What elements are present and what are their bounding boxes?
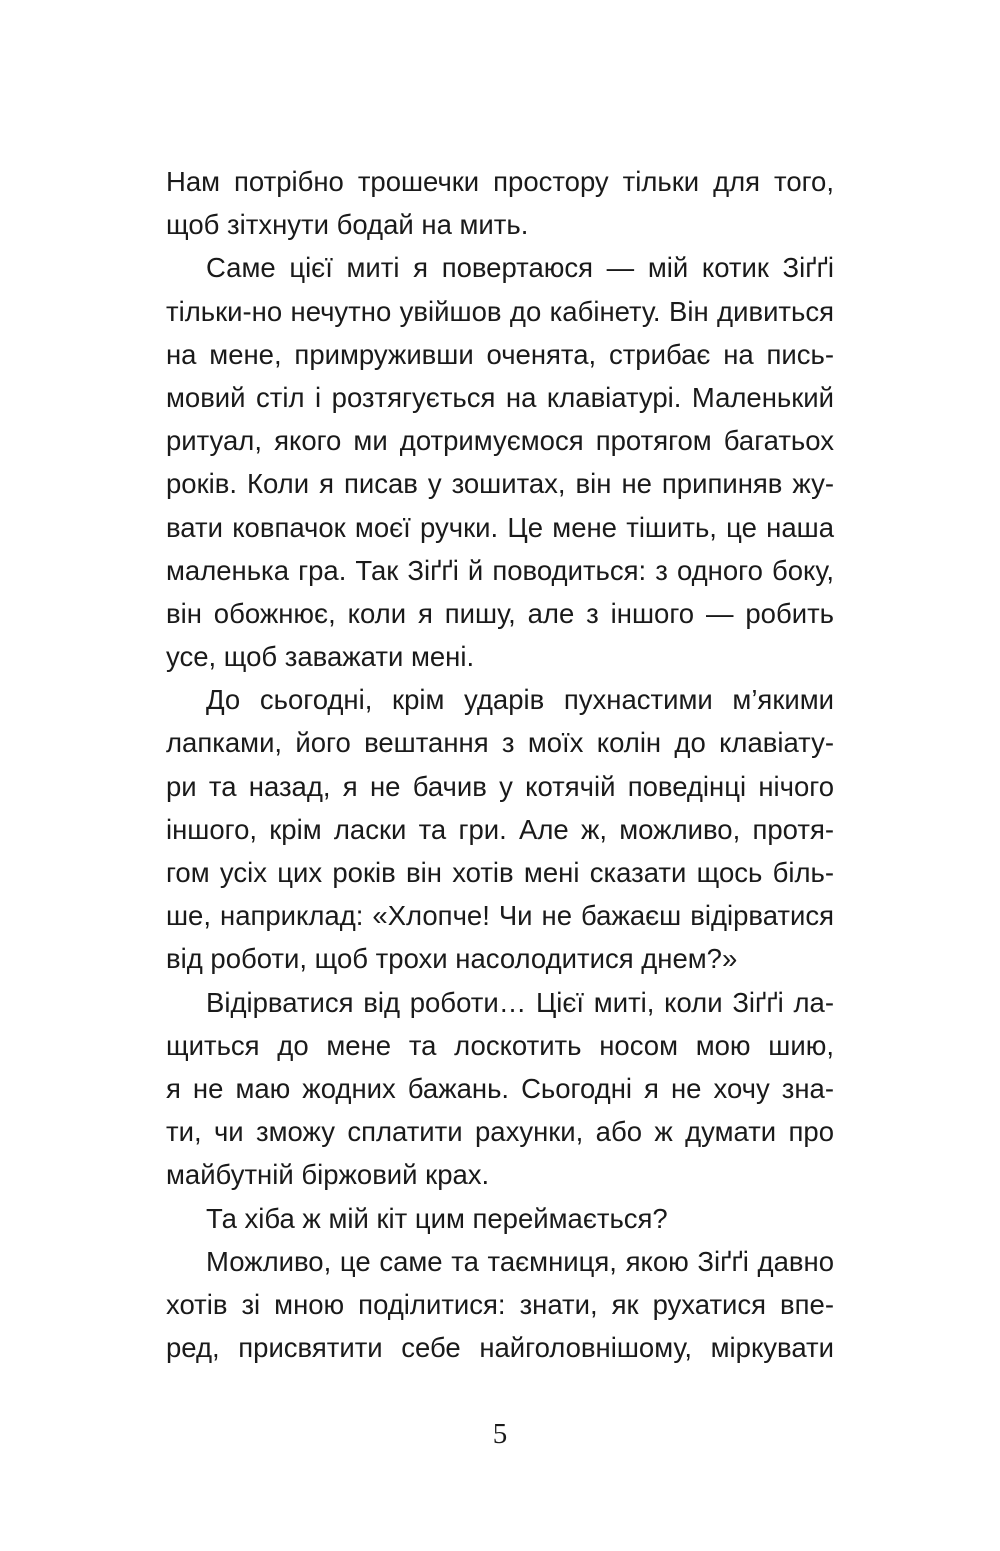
text-line: щоб зітхнути бодай на мить. [166,209,529,241]
text-line: хотів зі мною поділитися: знати, як рухатися впе- [166,1288,834,1320]
text-line: Нам потрібно трошечки простору тільки для того, [166,166,834,197]
text-line: гом усіх цих років він хотів мені сказати щось біль- [166,857,834,888]
paragraph [166,981,834,1197]
text-line: від роботи, щоб трохи насолодитися днем?» [166,943,738,975]
text-line: Та хіба ж мій кіт цим переймається? [206,1202,668,1234]
paragraph [166,1240,834,1370]
text-line: Саме цієї миті я повертаюся — мій котик Зіґґі [206,252,834,284]
page-number: 5 [492,1418,508,1450]
paragraph [166,160,834,246]
text-line: Відірватися від роботи… Цієї миті, коли Зіґґі ла- [206,986,834,1018]
text-line: іншого, крім ласки та гри. Але ж, можливо, протя- [166,813,834,845]
text-line: років. Коли я писав у зошитах, він не припиняв жу- [166,468,834,500]
text-line: ти, чи зможу сплатити рахунки, або ж думати про [166,1116,834,1148]
text-line: вати ковпачок моєї ручки. Це мене тішить, це наша [166,511,834,543]
text-line: на мене, примруживши оченята, стрибає на пись- [166,338,834,370]
text-line: ри та назад, я не бачив у котячій поведінці нічого [166,770,834,802]
text-line: я не маю жодних бажань. Сьогодні я не хочу зна- [166,1072,834,1104]
text-line: тільки-но нечутно увійшов до кабінету. Він дивиться [166,295,834,327]
text-line: ритуал, якого ми дотримуємося протягом багатьох [166,425,834,457]
paragraph [166,246,834,678]
text-line: мовий стіл і розтягується на клавіатурі. Маленький [166,381,834,413]
text-line: До сьогодні, крім ударів пухнастими м’якими [206,684,834,716]
paragraph [166,678,834,980]
text-line: маленька гра. Так Зіґґі й поводиться: з одного боку, [166,554,834,586]
text-line: він обожнює, коли я пишу, але з іншого — робить [166,597,834,629]
text-line: Можливо, це саме та таємниця, якою Зіґґі давно [206,1245,834,1277]
text-line: щиться до мене та лоскотить носом мою шию, [166,1029,834,1061]
text-line: ред, присвятити себе найголовнішому, міркувати [166,1332,834,1364]
paragraph [166,1197,834,1240]
page-body [166,160,834,1369]
text-line: усе, щоб заважати мені. [166,641,475,673]
text-line: лапками, його вештання з моїх колін до клавіату- [166,727,834,759]
text-line: майбутній біржовий крах. [166,1159,490,1191]
text-line: ше, наприклад: «Хлопче! Чи не бажаєш відірватися [166,900,834,932]
